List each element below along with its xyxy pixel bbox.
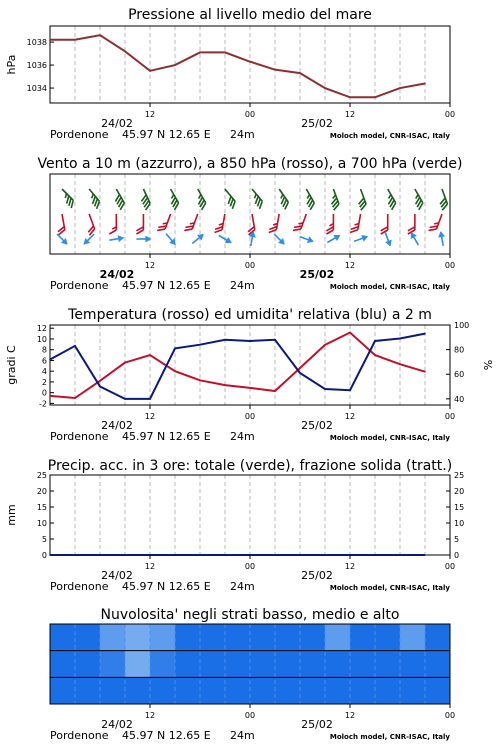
wind-barb [136,214,143,234]
chart-title: Precip. acc. in 3 ore: totale (verde), frazione solida (tratt.) [47,458,453,474]
date-label: 24/02 [99,268,135,281]
data-point [374,554,376,556]
series-line-0 [50,35,425,97]
footer-coords: 45.97 N 12.65 E [122,430,211,443]
cloud-cell [75,677,101,704]
data-point [74,345,76,347]
y2-tick-label: 60 [454,370,465,380]
data-point [399,338,401,340]
x-tick-label: 00 [444,110,456,119]
y-tick-label: 12 [36,324,47,334]
cloud-cell [325,624,351,651]
data-point [74,39,76,41]
data-point [224,554,226,556]
wind-barb [293,212,306,233]
panel-wind [37,156,462,292]
data-point [299,72,301,74]
cloud-cell [425,651,451,678]
wind-barb [327,189,340,210]
cloud-cell [125,651,151,678]
wind-barb [57,189,76,208]
y2-tick-label: 40 [454,394,465,404]
data-point [99,554,101,556]
x-tick-label: 12 [344,412,356,421]
cloud-cell [150,651,176,678]
cloud-cell [275,624,301,651]
cloud-cell [275,677,301,704]
data-point [324,554,326,556]
wind-arrow-head [361,233,369,242]
y-tick-label: 0 [41,388,47,398]
cloud-cell [300,651,326,678]
wind-barb [217,232,233,246]
data-point [174,554,176,556]
wind-barb [247,231,256,247]
data-point [124,554,126,556]
data-point [249,61,251,63]
data-point [299,372,301,374]
wind-barb [55,214,65,235]
cloud-cell [300,677,326,704]
y-tick-label: 10 [36,519,47,528]
data-point [49,39,51,41]
series-line-0 [50,333,425,399]
cloud-cell [400,651,426,678]
data-point [224,52,226,54]
data-point [174,64,176,66]
plot-frame [50,475,450,555]
data-point [149,354,151,356]
wind-barb [326,214,333,234]
wind-barb [247,189,265,209]
x-tick-label: 00 [444,711,456,720]
wind-barb [300,189,316,210]
x-tick-label: 00 [444,562,456,571]
cloud-cell [425,624,451,651]
y2-tick-label: 80 [454,345,465,355]
x-tick-label: 12 [144,261,156,270]
wind-barb [381,214,388,234]
cloud-cell [200,624,226,651]
y2-tick-label: 5 [454,535,460,544]
x-tick-label: 12 [344,711,356,720]
cloud-cell [375,651,401,678]
footer-place: Pordenone [50,279,109,292]
data-point [49,395,51,397]
cloud-cell [350,651,376,678]
data-point [274,69,276,71]
footer-coords: 45.97 N 12.65 E [122,279,211,292]
footer-elevation: 24m [230,430,255,443]
cloud-cell [50,624,76,651]
footer-coords: 45.97 N 12.65 E [122,729,211,742]
date-label: 25/02 [301,419,333,432]
y2-tick-label: 15 [454,503,465,512]
footer-credit: Moloch model, CNR-ISAC, Italy [329,283,450,291]
y-axis-label: mm [5,504,18,526]
cloud-cell [125,624,151,651]
cloud-cell [100,677,126,704]
data-point [399,87,401,89]
footer-credit: Moloch model, CNR-ISAC, Italy [329,132,450,140]
footer-place: Pordenone [50,580,109,593]
cloud-cell [150,677,176,704]
cloud-cell [425,677,451,704]
x-tick-label: 00 [244,110,256,119]
cloud-cell [50,651,76,678]
wind-barb [136,236,151,243]
data-point [349,389,351,391]
x-tick-label: 00 [244,412,256,421]
wind-barb [382,189,398,210]
wind-barb [81,232,97,248]
data-point [49,554,51,556]
y-tick-label: 1036 [26,61,47,71]
data-point [49,359,51,361]
wind-arrow-head [437,231,445,238]
cloud-cell [200,651,226,678]
chart-title: Temperatura (rosso) ed umidita' relativa (blu) a 2 m [68,307,432,323]
footer-elevation: 24m [230,580,255,593]
wind-barb [214,213,224,234]
cloud-cell [325,651,351,678]
data-point [399,363,401,365]
wind-barb [353,233,369,245]
data-point [249,554,251,556]
data-point [174,370,176,372]
y2-tick-label: 100 [454,321,470,330]
cloud-cell [200,677,226,704]
y-tick-label: 20 [36,487,47,496]
footer-place: Pordenone [50,430,109,443]
y2-tick-label: 0 [454,551,460,560]
wind-barb [272,232,288,248]
panel-precip [5,458,464,593]
footer-elevation: 24m [230,279,255,292]
series-line-1 [50,334,425,399]
date-label: 24/02 [101,117,133,130]
cloud-cell [75,651,101,678]
data-point [124,362,126,364]
y2-tick-label: 10 [454,519,465,528]
chart-title: Nuvolosita' negli strati basso, medio e alto [100,607,400,623]
x-tick-label: 00 [444,412,456,421]
wind-barb [83,214,96,235]
data-point [199,344,201,346]
cloud-cell [75,624,101,651]
data-point [424,333,426,335]
footer-coords: 45.97 N 12.65 E [122,580,211,593]
wind-barb [269,213,279,234]
y2-axis-label: % [482,359,495,371]
wind-arrow-head [333,232,342,241]
x-tick-label: 12 [344,261,356,270]
wind-arrow-head [225,237,234,246]
cloud-cell [350,677,376,704]
x-tick-label: 00 [244,562,256,571]
y-tick-label: 5 [41,535,47,544]
x-tick-label: 12 [344,562,356,571]
footer-place: Pordenone [50,128,109,141]
date-label: 25/02 [301,718,333,731]
data-point [349,96,351,98]
wind-barb-feather [109,230,116,234]
wind-barb [137,189,152,210]
data-point [249,340,251,342]
data-point [99,34,101,36]
cloud-cell [375,677,401,704]
data-point [424,83,426,85]
wind-barb [165,189,181,210]
cloud-cell [400,677,426,704]
data-point [274,339,276,341]
wind-barb [184,212,197,233]
plot-frame [50,325,450,405]
wind-barb [299,233,315,245]
data-point [199,380,201,382]
cloud-cell [275,651,301,678]
data-point [199,52,201,54]
cloud-cell [375,624,401,651]
wind-barb [157,212,170,233]
x-tick-label: 12 [144,110,156,119]
data-point [349,332,351,334]
footer-credit: Moloch model, CNR-ISAC, Italy [329,584,450,592]
cloud-cell [175,677,201,704]
x-tick-label: 12 [144,562,156,571]
cloud-cell [100,651,126,678]
data-point [324,388,326,390]
wind-barb [55,232,71,248]
wind-barb [163,231,178,247]
cloud-cell [175,651,201,678]
data-point [149,554,151,556]
cloud-cell [225,677,251,704]
wind-barb [435,189,448,210]
cloud-cell [175,624,201,651]
wind-arrow-head [385,240,394,248]
cloud-cell [50,677,76,704]
chart-title: Vento a 10 m (azzurro), a 850 hPa (rosso), a 700 hPa (verde) [37,156,463,172]
data-point [124,398,126,400]
data-point [424,371,426,373]
footer-credit: Moloch model, CNR-ISAC, Italy [329,733,450,741]
wind-barb [437,231,446,247]
footer-coords: 45.97 N 12.65 E [122,128,211,141]
y-tick-label: 10 [36,334,47,344]
data-point [99,380,101,382]
panel-clouds [50,607,455,742]
wind-barb [84,189,102,209]
data-point [374,340,376,342]
x-tick-label: 00 [244,711,256,720]
y2-tick-label: 25 [454,471,465,480]
data-point [149,398,151,400]
wind-barb [326,232,342,246]
cloud-cell [250,624,276,651]
y-tick-label: 0 [41,551,47,560]
chart-title: Pressione al livello medio del mare [128,7,372,23]
footer-elevation: 24m [230,729,255,742]
data-point [299,554,301,556]
y-axis-label: gradi C [5,345,18,385]
wind-barb [409,189,425,210]
wind-barb [408,214,415,234]
date-label: 24/02 [101,419,133,432]
data-point [274,554,276,556]
wind-arrow-head [307,236,315,245]
wind-barb [109,234,125,243]
data-point [374,354,376,356]
cloud-cell [350,624,376,651]
y-tick-label: 1038 [26,38,47,48]
cloud-cell [100,624,126,651]
y-tick-label: 25 [36,471,47,480]
wind-barb [219,189,237,209]
date-label: 25/02 [301,569,333,582]
y-tick-label: 15 [36,503,47,512]
data-point [74,554,76,556]
y-tick-label: 1034 [26,84,47,94]
cloud-cell [150,624,176,651]
footer-elevation: 24m [230,128,255,141]
date-label: 24/02 [101,718,133,731]
data-point [99,386,101,388]
x-tick-label: 00 [444,261,456,270]
wind-barb [273,189,290,209]
x-tick-label: 00 [244,261,256,270]
panel-pressure [5,7,455,141]
cloud-cell [250,677,276,704]
wind-barb [429,212,442,233]
data-point [124,50,126,52]
cloud-cell [225,624,251,651]
y-axis-label: hPa [5,54,18,75]
panel-temp_rh [5,307,495,443]
wind-barb [192,189,208,210]
wind-barb [110,189,126,210]
y-tick-label: 4 [41,367,47,377]
data-point [174,348,176,350]
cloud-cell [325,677,351,704]
date-label: 25/02 [301,117,333,130]
data-point [324,344,326,346]
wind-arrow-head [118,234,125,242]
wind-barb [350,213,360,234]
data-point [199,554,201,556]
x-tick-label: 12 [144,711,156,720]
data-point [424,554,426,556]
wind-barb [109,214,116,234]
wind-arrow-head [145,236,151,243]
data-point [299,367,301,369]
cloud-cell [125,677,151,704]
wind-barb [382,231,394,247]
x-tick-label: 12 [144,412,156,421]
date-label: 25/02 [299,268,335,281]
y-tick-label: -2 [39,399,47,409]
data-point [224,339,226,341]
wind-barb [190,231,206,246]
data-point [224,384,226,386]
x-tick-label: 12 [344,110,356,119]
data-point [274,390,276,392]
cloud-cell [225,651,251,678]
cloud-cell [400,624,426,651]
cloud-cell [300,624,326,651]
y-tick-label: 2 [41,377,47,387]
data-point [324,87,326,89]
footer-credit: Moloch model, CNR-ISAC, Italy [329,434,450,442]
wind-barb [354,189,367,210]
y2-tick-label: 20 [454,487,465,496]
y-tick-label: 6 [41,356,47,366]
data-point [149,70,151,72]
footer-place: Pordenone [50,729,109,742]
data-point [74,397,76,399]
date-label: 24/02 [101,569,133,582]
cloud-cell [250,651,276,678]
data-point [374,96,376,98]
data-point [399,554,401,556]
data-point [349,554,351,556]
data-point [249,387,251,389]
y-tick-label: 8 [41,345,47,355]
